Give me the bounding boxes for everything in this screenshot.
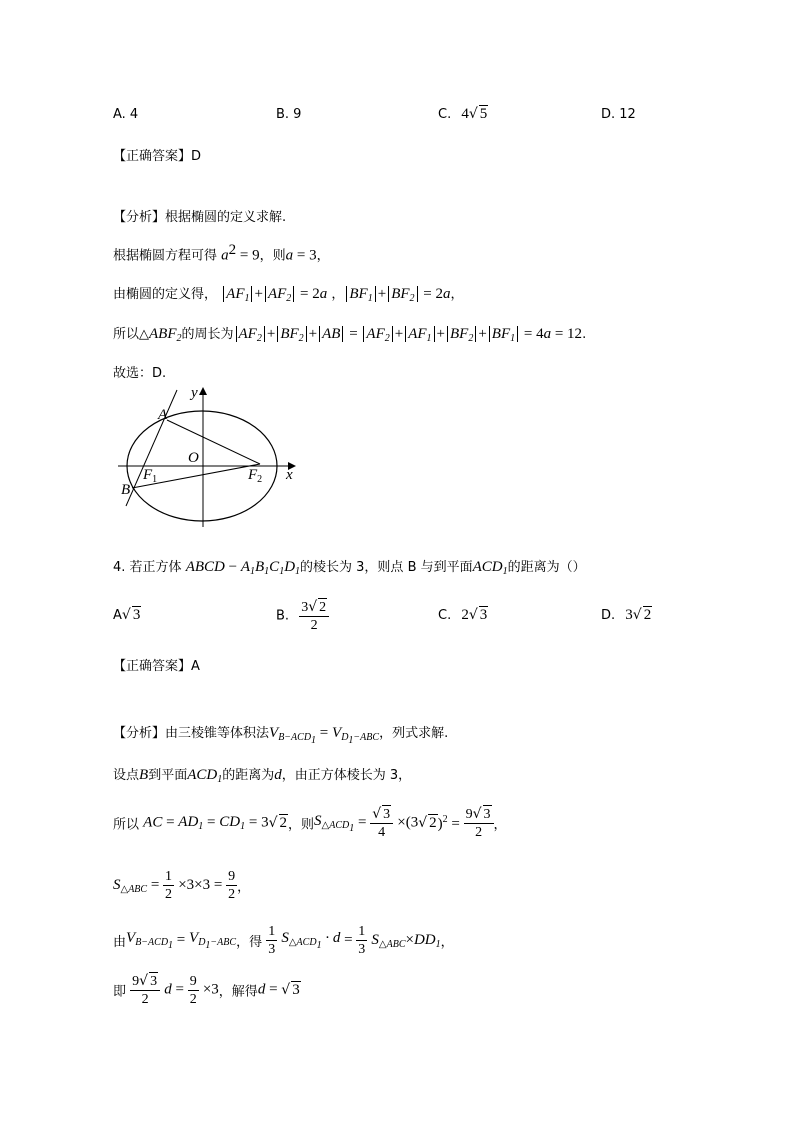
q4-answer: 【正确答案】A	[113, 659, 200, 674]
label-F2: F	[248, 467, 258, 483]
label-O: O	[188, 450, 199, 466]
q4-step-1: 设点B到平面$ACD_1$的距离为d，由正方体棱长为 3，	[113, 767, 412, 785]
q3-step-3: 所以$\triangle ABF_2$的周长为 $AF_2 + BF_2$ + AB = $AF_2 + AF_1 + BF_2 + BF_1 = 4a = 12$.	[113, 326, 587, 344]
label-B: B	[121, 482, 131, 498]
svg-text:F2: $F_2$	[248, 467, 263, 485]
q4-option-d: D. 3√ 2	[601, 607, 652, 623]
option-c: C. 4√ 5	[438, 106, 488, 122]
option-a: A. 4	[113, 107, 139, 122]
label-x: x	[286, 467, 293, 483]
svg-text:F1: $F_1$	[143, 467, 158, 485]
label-y: y	[191, 385, 198, 401]
q3-step-2: 由椭圆的定义得， $AF_1 + AF_2 = 2a$ ， $BF_1 + BF_2 = 2a$，	[113, 286, 464, 304]
q4-step-5: 即 $\frac{9√ 3}{2}$ d = $\frac{9}{2}$ ×3，解得d = √ 3	[113, 973, 300, 1007]
q4-option-b: B. $\frac{3√ 2}{2}$	[276, 598, 329, 634]
q4-option-c: C. 2√ 3	[438, 607, 488, 623]
line-AB	[126, 390, 177, 506]
option-d: D. 12	[601, 107, 636, 122]
q3-analysis: 【分析】根据椭圆的定义求解.	[113, 210, 287, 225]
q4-option-a: A√ 3	[113, 607, 141, 623]
q4-step-3: $S_{\triangle ABC}$ = $\frac{1}{2}$ ×3×3 = $\frac{9}{2}$ ，	[113, 869, 251, 902]
segment-AF2	[167, 420, 260, 464]
q3-answer: 【正确答案】D	[113, 149, 202, 164]
q4-analysis: 【分析】由三棱锥等体积法$V_{B-ACD_1} = V_{D_1-ABC}$，列式求解.	[113, 725, 449, 746]
q4-step-4: 由$V_{B-ACD_1} = V_{D_1-ABC}$，得 $\frac{1}{3}$ $S_{\triangle ACD_1} \cdot d$ = $\frac{1}{3}$ $S_{\triangle ABC}\times DD_1$，	[113, 924, 454, 957]
label-A: A	[158, 407, 168, 423]
ellipse-figure	[110, 382, 310, 532]
option-b: B. 9	[276, 107, 302, 122]
q3-step-1: 根据椭圆方程可得 $a^2 = 9$，则a = 3，	[113, 242, 330, 264]
label-F1: F	[143, 467, 153, 483]
q4-step-2: 所以 AC = $AD_1 = CD_1 = 3√$ 2，则$S_{\triangle ACD_1}$ = $\frac{√ 3}{4}$ ×(3√ 2)$^2$ = $\frac{9√ 3}{2}$ ，	[113, 806, 507, 840]
q3-conclusion: 故选：D.	[113, 366, 167, 381]
q4-stem: 4. 若正方体 ABCD − $A_1B_1C_1D_1$的棱长为 3，则点 B 与到平面$ACD_1$的距离为（）	[113, 559, 586, 577]
